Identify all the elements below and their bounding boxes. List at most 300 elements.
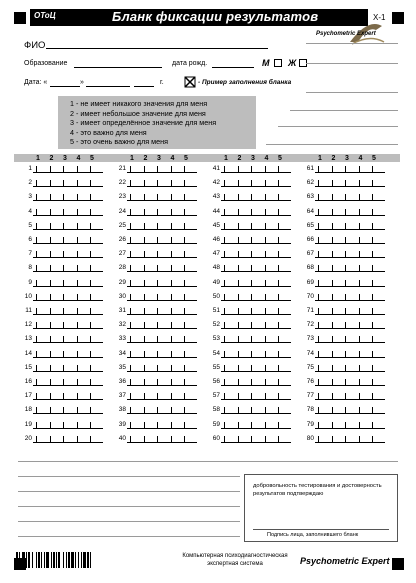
answer-cell[interactable] bbox=[318, 393, 325, 400]
answer-cell[interactable] bbox=[251, 166, 258, 173]
answer-cell[interactable] bbox=[36, 422, 43, 429]
answer-cell[interactable] bbox=[224, 379, 231, 386]
answer-cell[interactable] bbox=[345, 237, 352, 244]
answer-cell[interactable] bbox=[63, 407, 70, 414]
answer-cell[interactable] bbox=[332, 209, 339, 216]
answer-cell[interactable] bbox=[36, 294, 43, 301]
answer-cell[interactable] bbox=[238, 265, 245, 272]
answer-cell[interactable] bbox=[251, 407, 258, 414]
answer-cell[interactable] bbox=[278, 166, 285, 173]
answer-cell[interactable] bbox=[359, 322, 366, 329]
answer-cell[interactable] bbox=[359, 194, 366, 201]
answer-cell[interactable] bbox=[157, 322, 164, 329]
answer-cell[interactable] bbox=[157, 280, 164, 287]
answer-cell[interactable] bbox=[332, 251, 339, 258]
answer-cell[interactable] bbox=[224, 209, 231, 216]
answer-cell[interactable] bbox=[251, 223, 258, 230]
answer-cell[interactable] bbox=[144, 322, 151, 329]
answer-cell[interactable] bbox=[332, 265, 339, 272]
answer-cell[interactable] bbox=[36, 166, 43, 173]
answer-cell[interactable] bbox=[224, 336, 231, 343]
answer-cell[interactable] bbox=[359, 379, 366, 386]
answer-cell[interactable] bbox=[332, 351, 339, 358]
answer-cell[interactable] bbox=[359, 351, 366, 358]
answer-cell[interactable] bbox=[157, 407, 164, 414]
answer-cell[interactable] bbox=[130, 180, 137, 187]
answer-cell[interactable] bbox=[251, 436, 258, 443]
answer-cell[interactable] bbox=[372, 436, 379, 443]
answer-cell[interactable] bbox=[345, 194, 352, 201]
answer-cell[interactable] bbox=[265, 422, 272, 429]
answer-cell[interactable] bbox=[332, 166, 339, 173]
answer-cell[interactable] bbox=[184, 166, 191, 173]
answer-cell[interactable] bbox=[332, 436, 339, 443]
answer-cell[interactable] bbox=[345, 265, 352, 272]
answer-cell[interactable] bbox=[278, 180, 285, 187]
answer-cell[interactable] bbox=[238, 422, 245, 429]
answer-cell[interactable] bbox=[184, 336, 191, 343]
answer-cell[interactable] bbox=[345, 251, 352, 258]
answer-cell[interactable] bbox=[224, 237, 231, 244]
answer-cell[interactable] bbox=[144, 436, 151, 443]
answer-cell[interactable] bbox=[265, 308, 272, 315]
answer-cell[interactable] bbox=[345, 308, 352, 315]
answer-cell[interactable] bbox=[318, 251, 325, 258]
answer-cell[interactable] bbox=[171, 180, 178, 187]
answer-cell[interactable] bbox=[144, 294, 151, 301]
answer-cell[interactable] bbox=[171, 379, 178, 386]
answer-cell[interactable] bbox=[157, 265, 164, 272]
answer-cell[interactable] bbox=[359, 265, 366, 272]
answer-cell[interactable] bbox=[318, 223, 325, 230]
answer-cell[interactable] bbox=[359, 407, 366, 414]
answer-cell[interactable] bbox=[224, 251, 231, 258]
answer-cell[interactable] bbox=[318, 322, 325, 329]
answer-cell[interactable] bbox=[278, 251, 285, 258]
answer-cell[interactable] bbox=[251, 237, 258, 244]
answer-cell[interactable] bbox=[36, 365, 43, 372]
answer-cell[interactable] bbox=[184, 308, 191, 315]
answer-cell[interactable] bbox=[318, 265, 325, 272]
answer-cell[interactable] bbox=[77, 180, 84, 187]
answer-cell[interactable] bbox=[265, 407, 272, 414]
answer-cell[interactable] bbox=[372, 407, 379, 414]
answer-cell[interactable] bbox=[157, 308, 164, 315]
answer-cell[interactable] bbox=[318, 336, 325, 343]
answer-cell[interactable] bbox=[359, 166, 366, 173]
answer-cell[interactable] bbox=[238, 180, 245, 187]
answer-cell[interactable] bbox=[359, 237, 366, 244]
answer-cell[interactable] bbox=[318, 209, 325, 216]
answer-cell[interactable] bbox=[238, 251, 245, 258]
answer-cell[interactable] bbox=[157, 180, 164, 187]
answer-cell[interactable] bbox=[372, 209, 379, 216]
answer-cell[interactable] bbox=[144, 379, 151, 386]
answer-cell[interactable] bbox=[238, 294, 245, 301]
answer-cell[interactable] bbox=[332, 308, 339, 315]
answer-cell[interactable] bbox=[130, 379, 137, 386]
answer-cell[interactable] bbox=[171, 351, 178, 358]
answer-cell[interactable] bbox=[251, 251, 258, 258]
answer-cell[interactable] bbox=[278, 436, 285, 443]
answer-cell[interactable] bbox=[50, 322, 57, 329]
answer-cell[interactable] bbox=[372, 351, 379, 358]
answer-cell[interactable] bbox=[265, 194, 272, 201]
answer-cell[interactable] bbox=[224, 322, 231, 329]
date-year-field[interactable] bbox=[134, 86, 154, 87]
answer-cell[interactable] bbox=[171, 265, 178, 272]
birth-date-field[interactable] bbox=[212, 67, 254, 68]
answer-cell[interactable] bbox=[372, 166, 379, 173]
answer-cell[interactable] bbox=[265, 294, 272, 301]
answer-cell[interactable] bbox=[63, 379, 70, 386]
answer-cell[interactable] bbox=[318, 166, 325, 173]
answer-cell[interactable] bbox=[130, 237, 137, 244]
answer-cell[interactable] bbox=[50, 308, 57, 315]
answer-cell[interactable] bbox=[171, 322, 178, 329]
answer-cell[interactable] bbox=[318, 422, 325, 429]
answer-cell[interactable] bbox=[184, 351, 191, 358]
answer-cell[interactable] bbox=[345, 294, 352, 301]
answer-cell[interactable] bbox=[171, 294, 178, 301]
answer-cell[interactable] bbox=[36, 251, 43, 258]
answer-cell[interactable] bbox=[130, 265, 137, 272]
answer-cell[interactable] bbox=[251, 180, 258, 187]
answer-cell[interactable] bbox=[130, 308, 137, 315]
answer-cell[interactable] bbox=[359, 280, 366, 287]
answer-cell[interactable] bbox=[90, 322, 97, 329]
answer-cell[interactable] bbox=[332, 422, 339, 429]
answer-cell[interactable] bbox=[63, 237, 70, 244]
answer-cell[interactable] bbox=[36, 393, 43, 400]
answer-cell[interactable] bbox=[130, 436, 137, 443]
answer-cell[interactable] bbox=[144, 351, 151, 358]
answer-cell[interactable] bbox=[144, 237, 151, 244]
answer-cell[interactable] bbox=[224, 294, 231, 301]
answer-cell[interactable] bbox=[50, 407, 57, 414]
answer-cell[interactable] bbox=[144, 223, 151, 230]
answer-cell[interactable] bbox=[265, 237, 272, 244]
answer-cell[interactable] bbox=[372, 180, 379, 187]
answer-cell[interactable] bbox=[224, 194, 231, 201]
answer-cell[interactable] bbox=[372, 393, 379, 400]
answer-cell[interactable] bbox=[359, 308, 366, 315]
answer-cell[interactable] bbox=[50, 365, 57, 372]
answer-cell[interactable] bbox=[278, 365, 285, 372]
answer-cell[interactable] bbox=[372, 422, 379, 429]
answer-cell[interactable] bbox=[77, 251, 84, 258]
answer-cell[interactable] bbox=[345, 379, 352, 386]
answer-cell[interactable] bbox=[372, 336, 379, 343]
answer-cell[interactable] bbox=[332, 336, 339, 343]
answer-cell[interactable] bbox=[171, 422, 178, 429]
answer-cell[interactable] bbox=[77, 422, 84, 429]
answer-cell[interactable] bbox=[90, 351, 97, 358]
answer-cell[interactable] bbox=[50, 436, 57, 443]
answer-cell[interactable] bbox=[171, 393, 178, 400]
answer-cell[interactable] bbox=[90, 294, 97, 301]
answer-cell[interactable] bbox=[345, 166, 352, 173]
answer-cell[interactable] bbox=[90, 308, 97, 315]
answer-cell[interactable] bbox=[251, 379, 258, 386]
answer-cell[interactable] bbox=[77, 336, 84, 343]
answer-cell[interactable] bbox=[318, 280, 325, 287]
answer-cell[interactable] bbox=[359, 365, 366, 372]
answer-cell[interactable] bbox=[50, 351, 57, 358]
answer-cell[interactable] bbox=[144, 336, 151, 343]
answer-cell[interactable] bbox=[171, 308, 178, 315]
answer-cell[interactable] bbox=[144, 251, 151, 258]
answer-cell[interactable] bbox=[265, 166, 272, 173]
answer-cell[interactable] bbox=[184, 194, 191, 201]
answer-cell[interactable] bbox=[278, 322, 285, 329]
answer-cell[interactable] bbox=[184, 422, 191, 429]
answer-cell[interactable] bbox=[265, 223, 272, 230]
answer-cell[interactable] bbox=[238, 280, 245, 287]
answer-cell[interactable] bbox=[372, 294, 379, 301]
answer-cell[interactable] bbox=[345, 436, 352, 443]
answer-cell[interactable] bbox=[171, 407, 178, 414]
answer-cell[interactable] bbox=[90, 180, 97, 187]
answer-cell[interactable] bbox=[265, 365, 272, 372]
answer-cell[interactable] bbox=[90, 280, 97, 287]
answer-cell[interactable] bbox=[372, 194, 379, 201]
answer-cell[interactable] bbox=[50, 251, 57, 258]
answer-cell[interactable] bbox=[238, 223, 245, 230]
answer-cell[interactable] bbox=[157, 393, 164, 400]
answer-cell[interactable] bbox=[345, 365, 352, 372]
answer-cell[interactable] bbox=[251, 393, 258, 400]
answer-cell[interactable] bbox=[90, 336, 97, 343]
education-field[interactable] bbox=[74, 67, 162, 68]
answer-cell[interactable] bbox=[238, 336, 245, 343]
answer-cell[interactable] bbox=[278, 336, 285, 343]
answer-cell[interactable] bbox=[50, 209, 57, 216]
answer-cell[interactable] bbox=[50, 336, 57, 343]
answer-cell[interactable] bbox=[184, 237, 191, 244]
answer-cell[interactable] bbox=[130, 322, 137, 329]
answer-cell[interactable] bbox=[278, 237, 285, 244]
answer-cell[interactable] bbox=[224, 180, 231, 187]
answer-cell[interactable] bbox=[50, 379, 57, 386]
answer-cell[interactable] bbox=[238, 436, 245, 443]
answer-cell[interactable] bbox=[359, 436, 366, 443]
answer-cell[interactable] bbox=[36, 322, 43, 329]
answer-cell[interactable] bbox=[318, 237, 325, 244]
signature-field[interactable] bbox=[253, 529, 389, 530]
answer-cell[interactable] bbox=[372, 365, 379, 372]
answer-cell[interactable] bbox=[265, 351, 272, 358]
answer-cell[interactable] bbox=[184, 223, 191, 230]
answer-cell[interactable] bbox=[318, 351, 325, 358]
answer-cell[interactable] bbox=[77, 209, 84, 216]
answer-cell[interactable] bbox=[238, 322, 245, 329]
answer-cell[interactable] bbox=[345, 180, 352, 187]
answer-cell[interactable] bbox=[345, 209, 352, 216]
answer-cell[interactable] bbox=[345, 407, 352, 414]
answer-cell[interactable] bbox=[184, 251, 191, 258]
answer-cell[interactable] bbox=[144, 308, 151, 315]
answer-cell[interactable] bbox=[77, 280, 84, 287]
answer-cell[interactable] bbox=[171, 365, 178, 372]
answer-cell[interactable] bbox=[77, 365, 84, 372]
answer-cell[interactable] bbox=[63, 251, 70, 258]
answer-cell[interactable] bbox=[63, 209, 70, 216]
answer-cell[interactable] bbox=[251, 194, 258, 201]
answer-cell[interactable] bbox=[130, 422, 137, 429]
answer-cell[interactable] bbox=[251, 209, 258, 216]
answer-cell[interactable] bbox=[77, 351, 84, 358]
answer-cell[interactable] bbox=[90, 422, 97, 429]
answer-cell[interactable] bbox=[63, 322, 70, 329]
answer-cell[interactable] bbox=[265, 280, 272, 287]
answer-cell[interactable] bbox=[171, 436, 178, 443]
answer-cell[interactable] bbox=[50, 422, 57, 429]
answer-cell[interactable] bbox=[372, 223, 379, 230]
answer-cell[interactable] bbox=[63, 194, 70, 201]
answer-cell[interactable] bbox=[63, 294, 70, 301]
answer-cell[interactable] bbox=[144, 365, 151, 372]
answer-cell[interactable] bbox=[50, 180, 57, 187]
answer-cell[interactable] bbox=[50, 265, 57, 272]
answer-cell[interactable] bbox=[171, 223, 178, 230]
answer-cell[interactable] bbox=[238, 393, 245, 400]
answer-cell[interactable] bbox=[130, 407, 137, 414]
answer-cell[interactable] bbox=[77, 265, 84, 272]
answer-cell[interactable] bbox=[63, 166, 70, 173]
answer-cell[interactable] bbox=[318, 180, 325, 187]
answer-cell[interactable] bbox=[130, 166, 137, 173]
answer-cell[interactable] bbox=[77, 223, 84, 230]
answer-cell[interactable] bbox=[63, 180, 70, 187]
answer-cell[interactable] bbox=[77, 407, 84, 414]
answer-cell[interactable] bbox=[224, 265, 231, 272]
answer-cell[interactable] bbox=[372, 322, 379, 329]
answer-cell[interactable] bbox=[157, 436, 164, 443]
answer-cell[interactable] bbox=[345, 280, 352, 287]
answer-cell[interactable] bbox=[50, 294, 57, 301]
answer-cell[interactable] bbox=[184, 294, 191, 301]
answer-cell[interactable] bbox=[144, 180, 151, 187]
answer-cell[interactable] bbox=[238, 379, 245, 386]
answer-cell[interactable] bbox=[318, 194, 325, 201]
answer-cell[interactable] bbox=[157, 194, 164, 201]
answer-cell[interactable] bbox=[318, 294, 325, 301]
answer-cell[interactable] bbox=[278, 209, 285, 216]
answer-cell[interactable] bbox=[50, 280, 57, 287]
answer-cell[interactable] bbox=[278, 280, 285, 287]
answer-cell[interactable] bbox=[36, 180, 43, 187]
answer-cell[interactable] bbox=[224, 308, 231, 315]
answer-cell[interactable] bbox=[251, 265, 258, 272]
answer-cell[interactable] bbox=[77, 379, 84, 386]
answer-cell[interactable] bbox=[50, 223, 57, 230]
answer-cell[interactable] bbox=[171, 209, 178, 216]
answer-cell[interactable] bbox=[77, 308, 84, 315]
answer-cell[interactable] bbox=[77, 322, 84, 329]
answer-cell[interactable] bbox=[50, 237, 57, 244]
answer-cell[interactable] bbox=[345, 351, 352, 358]
answer-cell[interactable] bbox=[144, 209, 151, 216]
answer-cell[interactable] bbox=[372, 280, 379, 287]
answer-cell[interactable] bbox=[372, 379, 379, 386]
answer-cell[interactable] bbox=[130, 294, 137, 301]
answer-cell[interactable] bbox=[265, 436, 272, 443]
answer-cell[interactable] bbox=[144, 422, 151, 429]
answer-cell[interactable] bbox=[345, 393, 352, 400]
answer-cell[interactable] bbox=[265, 322, 272, 329]
answer-cell[interactable] bbox=[157, 166, 164, 173]
answer-cell[interactable] bbox=[251, 336, 258, 343]
answer-cell[interactable] bbox=[184, 379, 191, 386]
answer-cell[interactable] bbox=[372, 308, 379, 315]
fio-field[interactable] bbox=[46, 48, 268, 49]
answer-cell[interactable] bbox=[332, 223, 339, 230]
answer-cell[interactable] bbox=[36, 351, 43, 358]
answer-cell[interactable] bbox=[63, 308, 70, 315]
answer-cell[interactable] bbox=[265, 209, 272, 216]
answer-cell[interactable] bbox=[63, 422, 70, 429]
answer-cell[interactable] bbox=[224, 280, 231, 287]
answer-cell[interactable] bbox=[265, 393, 272, 400]
answer-cell[interactable] bbox=[63, 280, 70, 287]
answer-cell[interactable] bbox=[130, 223, 137, 230]
answer-cell[interactable] bbox=[36, 436, 43, 443]
answer-cell[interactable] bbox=[36, 209, 43, 216]
answer-cell[interactable] bbox=[130, 251, 137, 258]
answer-cell[interactable] bbox=[359, 251, 366, 258]
answer-cell[interactable] bbox=[130, 194, 137, 201]
answer-cell[interactable] bbox=[265, 379, 272, 386]
answer-cell[interactable] bbox=[90, 265, 97, 272]
answer-cell[interactable] bbox=[144, 194, 151, 201]
answer-cell[interactable] bbox=[157, 336, 164, 343]
answer-cell[interactable] bbox=[157, 223, 164, 230]
answer-cell[interactable] bbox=[359, 209, 366, 216]
answer-cell[interactable] bbox=[332, 322, 339, 329]
answer-cell[interactable] bbox=[265, 180, 272, 187]
answer-cell[interactable] bbox=[359, 336, 366, 343]
answer-cell[interactable] bbox=[63, 265, 70, 272]
answer-cell[interactable] bbox=[359, 422, 366, 429]
answer-cell[interactable] bbox=[50, 166, 57, 173]
answer-cell[interactable] bbox=[90, 393, 97, 400]
answer-cell[interactable] bbox=[251, 365, 258, 372]
answer-cell[interactable] bbox=[36, 336, 43, 343]
answer-cell[interactable] bbox=[171, 237, 178, 244]
answer-cell[interactable] bbox=[90, 251, 97, 258]
answer-cell[interactable] bbox=[157, 422, 164, 429]
answer-cell[interactable] bbox=[63, 365, 70, 372]
answer-cell[interactable] bbox=[157, 365, 164, 372]
answer-cell[interactable] bbox=[90, 166, 97, 173]
answer-cell[interactable] bbox=[130, 365, 137, 372]
answer-cell[interactable] bbox=[90, 237, 97, 244]
answer-cell[interactable] bbox=[251, 322, 258, 329]
answer-cell[interactable] bbox=[372, 265, 379, 272]
answer-cell[interactable] bbox=[224, 223, 231, 230]
answer-cell[interactable] bbox=[157, 251, 164, 258]
answer-cell[interactable] bbox=[184, 407, 191, 414]
answer-cell[interactable] bbox=[36, 407, 43, 414]
answer-cell[interactable] bbox=[345, 223, 352, 230]
answer-cell[interactable] bbox=[332, 237, 339, 244]
answer-cell[interactable] bbox=[90, 194, 97, 201]
answer-cell[interactable] bbox=[130, 209, 137, 216]
answer-cell[interactable] bbox=[144, 265, 151, 272]
answer-cell[interactable] bbox=[278, 308, 285, 315]
answer-cell[interactable] bbox=[265, 336, 272, 343]
